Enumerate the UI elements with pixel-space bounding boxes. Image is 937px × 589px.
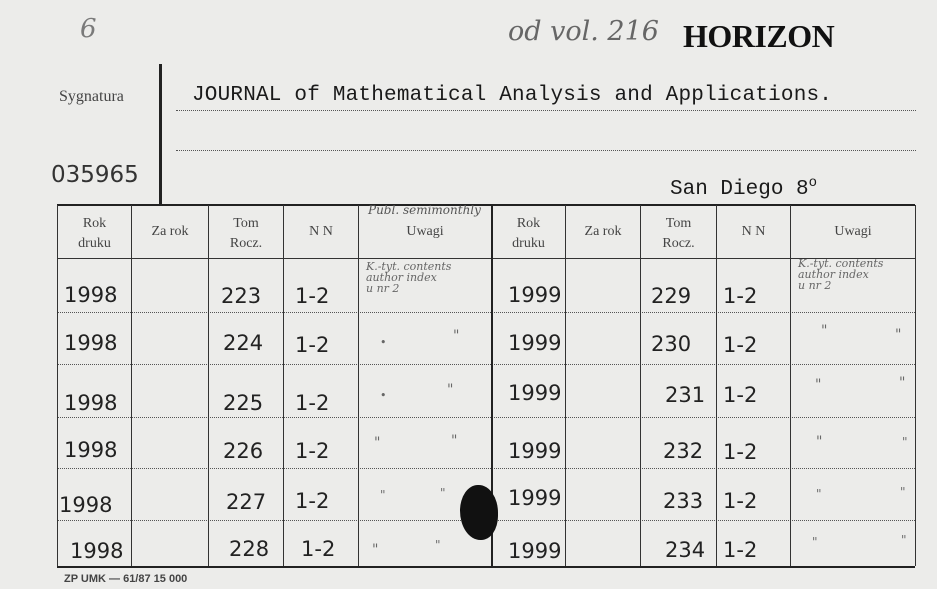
title-underline xyxy=(176,110,916,111)
right-volume: 232 xyxy=(663,439,704,463)
left-year: 1998 xyxy=(64,331,118,355)
left-volume: 227 xyxy=(226,490,267,514)
footer-print-code: ZP UMK — 61/87 15 000 xyxy=(64,573,188,585)
header-tom-rocz: Tom Rocz. xyxy=(229,216,263,251)
column-divider xyxy=(358,205,359,566)
right-issues: 1-2 xyxy=(723,383,758,407)
title-line-2 xyxy=(176,150,916,151)
sygnatura-divider xyxy=(159,64,162,205)
header-nn: N N xyxy=(741,224,766,239)
right-volume: 231 xyxy=(665,383,706,407)
right-remark-ditto: " xyxy=(895,327,902,343)
left-remark-ditto: " xyxy=(380,488,386,502)
card-number: 6 xyxy=(80,14,97,44)
right-issues: 1-2 xyxy=(723,538,758,562)
header-uwagi-note: Publ. semimonthly xyxy=(368,203,481,217)
right-remark-ditto: " xyxy=(902,435,908,449)
right-volume: 229 xyxy=(651,284,692,308)
column-divider xyxy=(716,205,717,566)
left-remark-ditto: " xyxy=(372,542,379,558)
left-issues: 1-2 xyxy=(295,284,330,308)
left-volume: 225 xyxy=(223,391,264,415)
header-za-rok: Za rok xyxy=(584,224,622,239)
header-za-rok: Za rok xyxy=(151,224,189,239)
left-remark-mark: • xyxy=(380,389,387,402)
left-remark-ditto: " xyxy=(435,538,441,552)
column-divider xyxy=(565,205,566,566)
left-remark-ditto: " xyxy=(451,433,458,449)
row-separator xyxy=(57,468,915,469)
right-year: 1999 xyxy=(508,539,562,563)
right-volume: 234 xyxy=(665,538,706,562)
header-tom-rocz: Tom Rocz. xyxy=(662,216,695,251)
right-issues: 1-2 xyxy=(723,440,758,464)
column-divider xyxy=(208,205,209,566)
place-text: San Diego 8 xyxy=(670,178,809,201)
column-divider xyxy=(790,205,791,566)
right-year: 1999 xyxy=(508,486,562,510)
left-remark-ditto: " xyxy=(447,382,454,398)
row-separator xyxy=(57,312,915,313)
left-remark-ditto: " xyxy=(440,486,446,500)
right-issues: 1-2 xyxy=(723,284,758,308)
right-remark-ditto: " xyxy=(900,485,906,499)
volume-note: od vol. 216 xyxy=(508,16,659,47)
right-remark: K.-tyt. contents author index u nr 2 xyxy=(798,257,884,292)
right-year: 1999 xyxy=(508,381,562,405)
right-remark-ditto: " xyxy=(901,533,907,547)
right-year: 1999 xyxy=(508,283,562,307)
ink-blot xyxy=(460,485,498,540)
column-divider xyxy=(283,205,284,566)
left-remark-ditto: " xyxy=(374,435,381,451)
right-year: 1999 xyxy=(508,439,562,463)
right-year: 1999 xyxy=(508,331,562,355)
row-separator xyxy=(57,364,915,365)
table-bottom-line xyxy=(57,566,915,568)
right-remark-ditto: " xyxy=(816,487,822,501)
left-year: 1998 xyxy=(64,438,118,462)
left-year: 1998 xyxy=(64,391,118,415)
header-rok-druku: Rok druku xyxy=(78,216,111,251)
column-divider xyxy=(131,205,132,566)
left-volume: 223 xyxy=(221,284,262,308)
place-superscript: o xyxy=(808,175,818,191)
left-remark-mark: • xyxy=(380,336,387,349)
left-issues: 1-2 xyxy=(295,489,330,513)
right-remark-ditto: " xyxy=(821,323,828,339)
right-remark-ditto: " xyxy=(815,377,822,393)
left-issues: 1-2 xyxy=(301,537,336,561)
left-issues: 1-2 xyxy=(295,391,330,415)
left-year: 1998 xyxy=(64,283,118,307)
place-of-publication xyxy=(670,175,817,201)
column-divider xyxy=(57,205,58,566)
left-issues: 1-2 xyxy=(295,439,330,463)
right-issues: 1-2 xyxy=(723,333,758,357)
header-bottom-line xyxy=(57,258,915,259)
call-number: 035965 xyxy=(51,162,139,188)
table-top-line xyxy=(57,204,915,206)
header-nn: N N xyxy=(309,224,333,239)
sygnatura-label: Sygnatura xyxy=(59,88,124,105)
column-divider xyxy=(915,205,916,566)
journal-title: JOURNAL of Mathematical Analysis and Applications. xyxy=(192,84,833,107)
column-divider xyxy=(640,205,641,566)
right-volume: 233 xyxy=(663,489,704,513)
left-issues: 1-2 xyxy=(295,333,330,357)
row-separator xyxy=(57,417,915,418)
left-volume: 226 xyxy=(223,439,264,463)
header-uwagi: Uwagi xyxy=(834,224,872,239)
right-volume: 230 xyxy=(651,332,692,356)
left-volume: 224 xyxy=(223,331,264,355)
right-issues: 1-2 xyxy=(723,489,758,513)
right-remark-ditto: " xyxy=(899,375,906,391)
left-year: 1998 xyxy=(70,539,124,563)
left-remark: K.-tyt. contents author index u nr 2 xyxy=(366,260,452,295)
left-year: 1998 xyxy=(59,493,113,517)
header-rok-druku: Rok druku xyxy=(512,216,545,251)
left-remark-ditto: " xyxy=(453,328,460,344)
right-remark-ditto: " xyxy=(816,434,823,450)
brand-logo: HORIZON xyxy=(683,18,835,54)
header-uwagi: Uwagi xyxy=(406,224,444,239)
left-volume: 228 xyxy=(229,537,270,561)
right-remark-ditto: " xyxy=(812,535,818,549)
